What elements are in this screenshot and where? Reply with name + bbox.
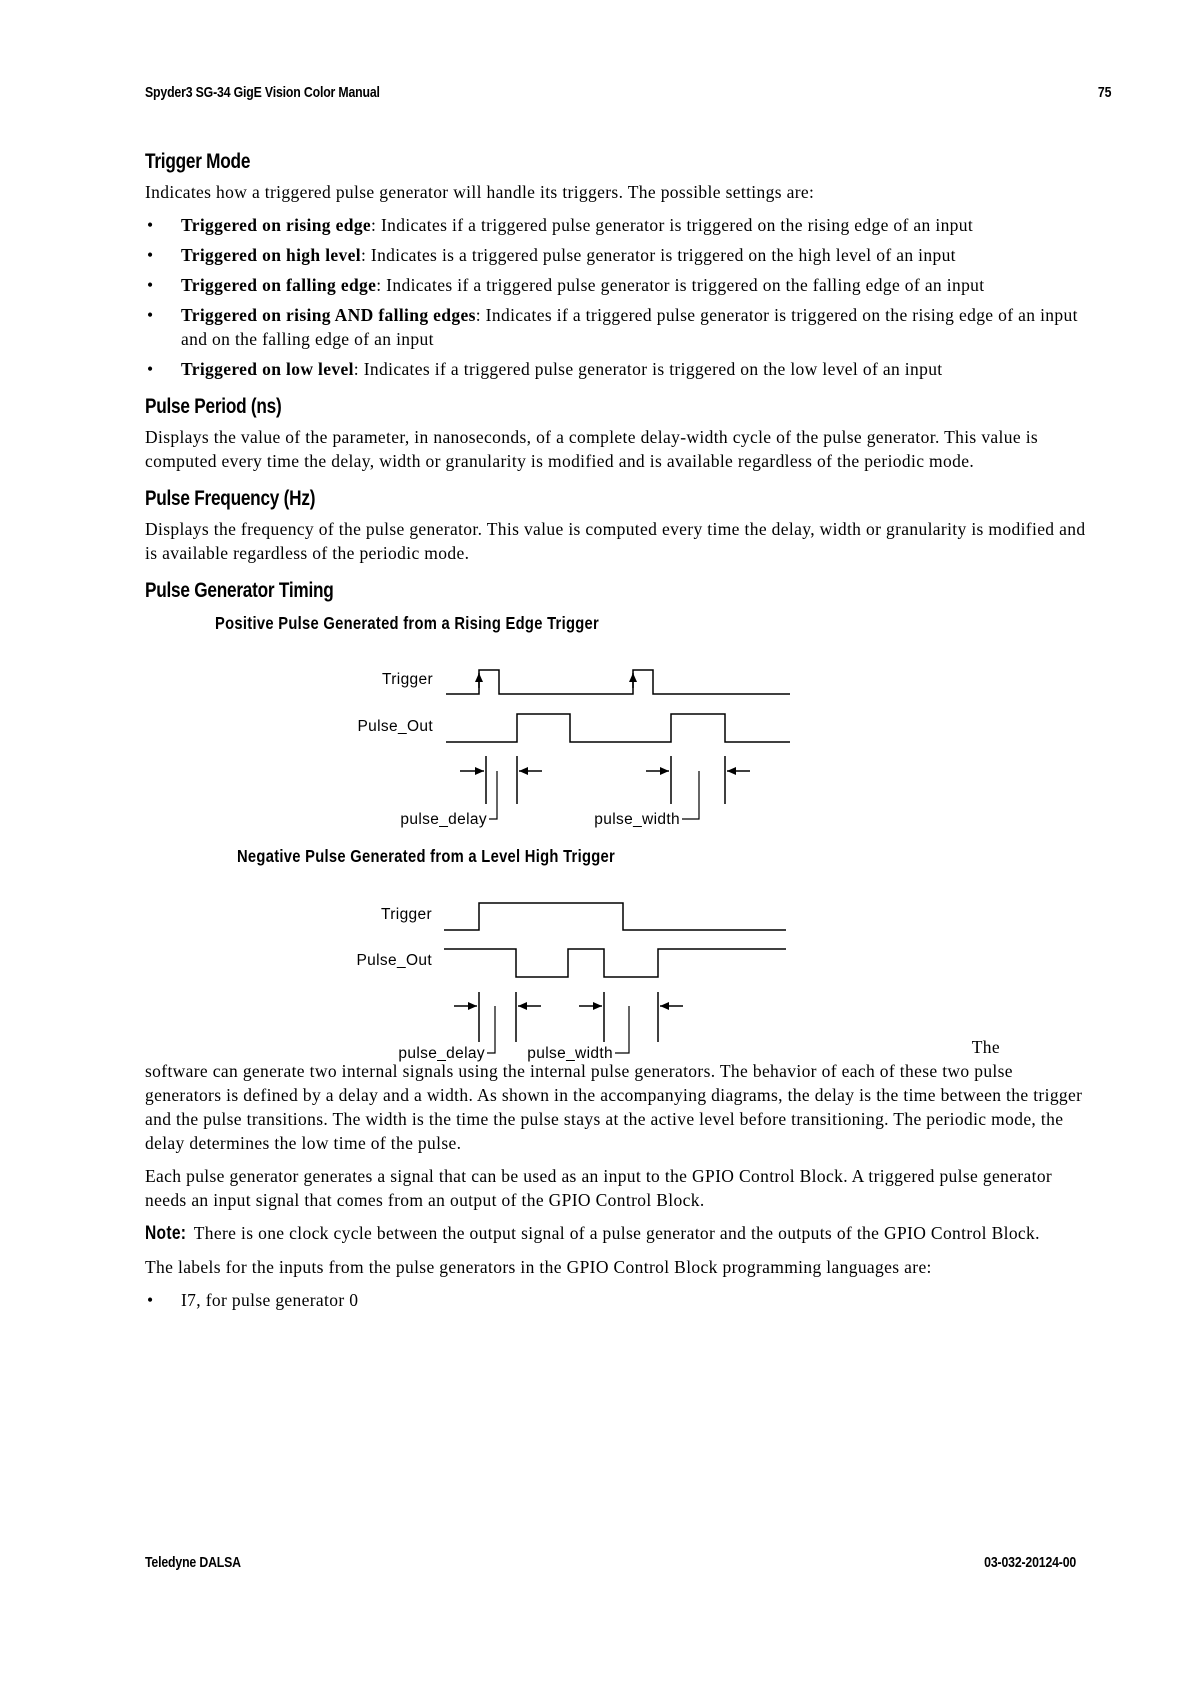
diagram1-title: Positive Pulse Generated from a Rising Edge Trigger — [215, 613, 600, 634]
note-label: Note: — [145, 1223, 187, 1244]
footer-doc-number: 03-032-20124-00 — [984, 1554, 1076, 1571]
list-item — [145, 273, 1090, 297]
list-item-term: Triggered on rising AND falling edges — [181, 305, 476, 325]
trigger-mode-heading: Trigger Mode — [145, 150, 251, 173]
footer-company: Teledyne DALSA — [145, 1554, 241, 1571]
list-item — [145, 357, 1090, 381]
list-item-term: Triggered on high level — [181, 245, 361, 265]
list-item-desc: : Indicates if a triggered pulse generator is triggered on the rising edge of an input — [371, 215, 974, 235]
diagram2-width-label: pulse_width — [527, 1045, 613, 1062]
diagram1-pulse-out-label: Pulse_Out — [357, 718, 433, 735]
list-item-desc: : Indicates if a triggered pulse generator is triggered on the falling edge of an input — [376, 275, 985, 295]
diagram1-pulse-out-waveform — [446, 714, 790, 742]
list-item-term: Triggered on falling edge — [181, 275, 377, 295]
diagram2-delay-label: pulse_delay — [398, 1045, 485, 1062]
diagram1-delay-label: pulse_delay — [400, 811, 487, 828]
pulse-period-heading: Pulse Period (ns) — [145, 395, 282, 418]
body-paragraph-3: The labels for the inputs from the pulse generators in the GPIO Control Block programming languages are: — [145, 1257, 932, 1277]
diagram1-delay-leader — [489, 771, 497, 819]
diagram2-title: Negative Pulse Generated from a Level High Trigger — [237, 846, 616, 867]
list-item — [145, 213, 1090, 237]
body-paragraph-1: software can generate two internal signals using the internal pulse generators. The behavior of each of these two pulse generators is defined by a delay and a width. As shown in the accompanying diagrams, the delay is the time between the trigger and the pulse transitions. The width is the time the pulse stays at the active level before transitioning. The periodic mode, the delay determines the low time of the pulse. — [145, 1061, 1083, 1153]
body-paragraph-2: Each pulse generator generates a signal that can be used as an input to the GPIO Control Block. A triggered pulse generator needs an input signal that comes from an output of the GPIO Control Block. — [145, 1166, 1053, 1210]
diagram1-trigger-waveform — [446, 670, 790, 694]
list-item-term: Triggered on low level — [181, 359, 354, 379]
page-content — [145, 150, 1090, 1322]
trigger-mode-list — [145, 213, 1090, 381]
pulse-generator-input-list — [145, 1288, 1090, 1312]
list-item-desc: : Indicates is a triggered pulse generator is triggered on the high level of an input — [360, 245, 956, 265]
pulse-timing-heading: Pulse Generator Timing — [145, 579, 334, 602]
pulse-frequency-heading: Pulse Frequency (Hz) — [145, 487, 316, 510]
diagram2-trigger-label: Trigger — [381, 906, 432, 923]
list-item: • I7, for pulse generator 0 — [145, 1288, 1090, 1312]
list-item — [145, 243, 1090, 267]
list-item-term: Triggered on rising edge — [181, 215, 372, 235]
list-item — [145, 303, 1090, 351]
header-manual-title: Spyder3 SG-34 GigE Vision Color Manual — [145, 84, 380, 101]
diagram2-pulse-out-waveform — [444, 949, 786, 977]
diagram2-trigger-waveform — [444, 903, 786, 930]
diagram2-pulse-out-label: Pulse_Out — [356, 952, 432, 969]
list-item-desc: : Indicates if a triggered pulse generator is triggered on the rising edge of an input and on the falling edge of an input — [181, 305, 1078, 349]
pulse-frequency-text: Displays the frequency of the pulse generator. This value is computed every time the delay, width or granularity is modified and is available regardless of the periodic mode. — [145, 519, 1086, 563]
diagram1-trigger-label: Trigger — [382, 671, 433, 688]
trigger-mode-intro: Indicates how a triggered pulse generator will handle its triggers. The possible settings are: — [145, 182, 815, 202]
header-page-number: 75 — [1097, 84, 1111, 101]
body-first-word: The — [971, 1037, 1000, 1057]
note-text: There is one clock cycle between the output signal of a pulse generator and the outputs of the GPIO Control Block. — [189, 1223, 1040, 1243]
note-paragraph — [145, 1221, 1090, 1246]
diagram1-width-leader — [682, 771, 699, 819]
list-item-desc: : Indicates if a triggered pulse generator is triggered on the low level of an input — [353, 359, 943, 379]
pulse-period-text: Displays the value of the parameter, in nanoseconds, of a complete delay-width cycle of the pulse generator. This value is computed every time the delay, width or granularity is modified and is available regardless of the periodic mode. — [145, 427, 1039, 471]
diagram1-width-label: pulse_width — [594, 811, 680, 828]
